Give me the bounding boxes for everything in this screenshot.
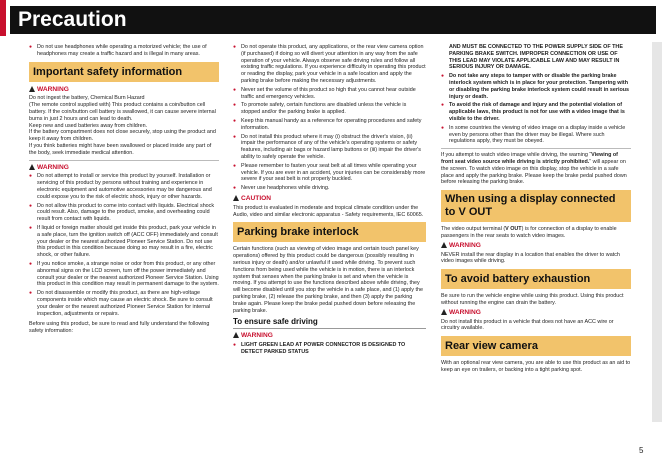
divider: [29, 160, 219, 161]
title-bar: [10, 6, 656, 34]
section-heading-rear-camera: Rear view camera: [441, 336, 631, 356]
list-item: ● If liquid or foreign matter should get inside this product, park your vehicle in a safe place, turn the ignition switch off (ACC OFF) immediately and consult your dealer or the nearest authorized Pioneer Service Station. Do not use this product in this condition because doing so may result in a fire, electric shock, or other failure.: [29, 225, 219, 259]
column-3: [441, 44, 631, 376]
list-item: ● Do not allow this product to come into contact with liquids. Electrical shock could result. Also, damage to the product, smoke, and overheating could result from contact with liquids.: [29, 203, 219, 223]
battery-text: Be sure to run the vehicle engine while using this product. Using this product without running the engine can drain the battery.: [441, 293, 624, 306]
list-item: ● Never use headphones while driving.: [233, 185, 426, 192]
list-item: ● Do not take any steps to tamper with or disable the parking brake interlock system which is in place for your protection. Tampering with or disabling the parking brake interlock system could result in serious injury or death.: [441, 73, 631, 100]
caution-label-text: CAUTION: [241, 194, 272, 202]
warning-label: [29, 164, 219, 172]
list-item: ● Never set the volume of this product so high that you cannot hear outside traffic and emergency vehicles.: [233, 87, 426, 101]
list-item: ● Do not disassemble or modify this product, as there are high-voltage components inside which may cause an electric shock. Be sure to consult your dealer or the nearest authorized Pioneer Service Station for internal inspection, adjustments or repairs.: [29, 290, 219, 317]
page-header: [0, 0, 662, 36]
section-heading-important-safety: Important safety information: [29, 62, 219, 82]
warning-label: [29, 86, 219, 94]
list-item: ● Do not attempt to install or service this product by yourself. Installation or servicing of this product by persons without training and experience in electronic equipment and automotive accessories may be dangerous and could expose you to the risk of electric shock, injury or other hazards.: [29, 173, 219, 200]
list-item: ● Please remember to fasten your seat belt at all times while operating your vehicle. If you are ever in an accident, your injuries can be considerably more severe if your seat belt is not properly buckled.: [233, 163, 426, 183]
warning-label-text: WARNING: [37, 85, 69, 93]
column-2: [233, 44, 426, 357]
warning-triangle-icon: [233, 332, 239, 338]
list-item: ● Do not use headphones while operating a motorized vehicle; the use of headphones may create a traffic hazard and is illegal in many areas.: [29, 44, 219, 58]
section-heading-vout: When using a display connected to V OUT: [441, 190, 631, 222]
video-warning-text: If you attempt to watch video image while driving, the warning “Viewing of front seat video source while driving is strictly prohibited.” will appear on the screen. To watch video image on this display, stop the vehicle in a safe place and apply the parking brake. Please keep the brake pedal pushed down before releasing the parking brake.: [441, 152, 627, 186]
list-item: ● To promote safety, certain functions are disabled unless the vehicle is stopped and/or the parking brake is applied.: [233, 102, 426, 116]
warning-label: [441, 242, 631, 250]
warning-label: [441, 309, 631, 317]
warning-triangle-icon: [441, 309, 447, 315]
warning-label-text: WARNING: [241, 332, 273, 340]
warning-caps-continuation: AND MUST BE CONNECTED TO THE POWER SUPPLY SIDE OF THE PARKING BRAKE SWITCH. IMPROPER CONNECTION OR USE OF THIS LEAD MAY VIOLATE APPLICABLE LAW AND MAY RESULT IN SERIOUS INJURY OR DAMAGE.: [449, 44, 623, 71]
acc-warning-text: Do not install this product in a vehicle that does not have an ACC wire or circuitry available.: [441, 318, 614, 332]
caution-label: [233, 195, 426, 203]
parking-text: Certain functions (such as viewing of video image and certain touch panel key operations) offered by this product could be dangerous (possibly resulting in serious injury or death) and/or unlawful if used while driving. To prevent such functions from being used while the vehicle is in motion, there is an interlock system that senses when the parking brake is set and when the vehicle is moving. If you attempt to use the functions described above while driving, they will become disabled until you stop the vehicle in a safe place, and (1) apply the parking brake, (2) release the parking brake, and then (3) apply the parking brake again. Please keep the brake pedal pushed down before releasing the parking brake.: [233, 246, 423, 314]
warning-label: [233, 332, 426, 340]
caution-triangle-icon: [233, 195, 239, 201]
list-item: ● In some countries the viewing of video image on a display inside a vehicle even by persons other than the driver may be illegal. Where such regulations apply, they must be obeyed.: [441, 125, 631, 145]
column-1: [29, 44, 219, 337]
divider: [441, 148, 631, 149]
list-item: ● Do not install this product where it may (i) obstruct the driver's vision, (ii) impair the performance of any of the vehicle's operating systems or safety features, including air bags or hazard lamp buttons or (iii) impair the driver's ability to safely operate the vehicle.: [233, 134, 426, 161]
vout-text: The video output terminal (V OUT) is for connection of a display to enable passengers in the rear seats to watch video images.: [441, 226, 617, 239]
vout-warning-text: NEVER install the rear display in a location that enables the driver to watch video images while driving.: [441, 251, 620, 265]
warning-triangle-icon: [441, 242, 447, 248]
list-item: ● If you notice smoke, a strange noise or odor from this product, or any other abnormal signs on the LCD screen, turn off the power immediately and consult your dealer or the nearest authorized Pioneer Service Station. Using this product in this condition may result in permanent damage to the system.: [29, 261, 219, 288]
warning-triangle-icon: [29, 164, 35, 170]
rear-camera-text: With an optional rear view camera, you are able to use this product as an aid to keep an eye on trailers, or backing into a tight parking spot.: [441, 360, 631, 373]
section-heading-battery: To avoid battery exhaustion: [441, 269, 631, 289]
caution-text: This product is evaluated in moderate and tropical climate condition under the Audio, video and similar electronic apparatus - Safety requirements, IEC 60065.: [233, 204, 424, 218]
header-accent-stripe: [0, 0, 6, 36]
battery-warning-text: Do not ingest the battery, Chemical Burn Hazard (The remote control supplied with) This product contains a coin/button cell battery. If the coin/button cell battery is swallowed, it can cause severe internal burns in just 2 hours and can lead to death. Keep new and used batteries away from children. If the battery compartment does not close securely, stop using the product and keep it away from children. If you think batteries might have been swallowed or placed inside any part of the body, seek immediate medical attention.: [29, 95, 216, 156]
list-item: ● To avoid the risk of damage and injury and the potential violation of applicable laws, this product is not for use with a video image that is visible to the driver.: [441, 102, 631, 122]
warning-label-text: WARNING: [37, 163, 69, 171]
warning-triangle-icon: [29, 86, 35, 92]
page-title: Precaution: [18, 8, 127, 31]
list-item: ● Do not operate this product, any applications, or the rear view camera option (if purchased) if doing so will divert your attention in any way from the safe operation of your vehicle. Always observe safe driving rules and follow all existing traffic regulations. If you experience difficulty in operating this product or reading the display, park your vehicle in a safe location and apply the parking brake before making the necessary adjustments.: [233, 44, 426, 85]
page-number: 5: [639, 446, 644, 455]
list-item: ● LIGHT GREEN LEAD AT POWER CONNECTOR IS DESIGNED TO DETECT PARKED STATUS: [233, 342, 426, 356]
section-heading-safe-driving: To ensure safe driving: [233, 319, 426, 329]
side-tab-strip: [652, 42, 662, 422]
warning-label-text: WARNING: [449, 241, 481, 249]
list-item: ● Keep this manual handy as a reference for operating procedures and safety information.: [233, 118, 426, 132]
closing-text: Before using this product, be sure to read and fully understand the following safety information:: [29, 321, 210, 335]
section-heading-parking-brake: Parking brake interlock: [233, 222, 426, 242]
warning-label-text: WARNING: [449, 308, 481, 316]
